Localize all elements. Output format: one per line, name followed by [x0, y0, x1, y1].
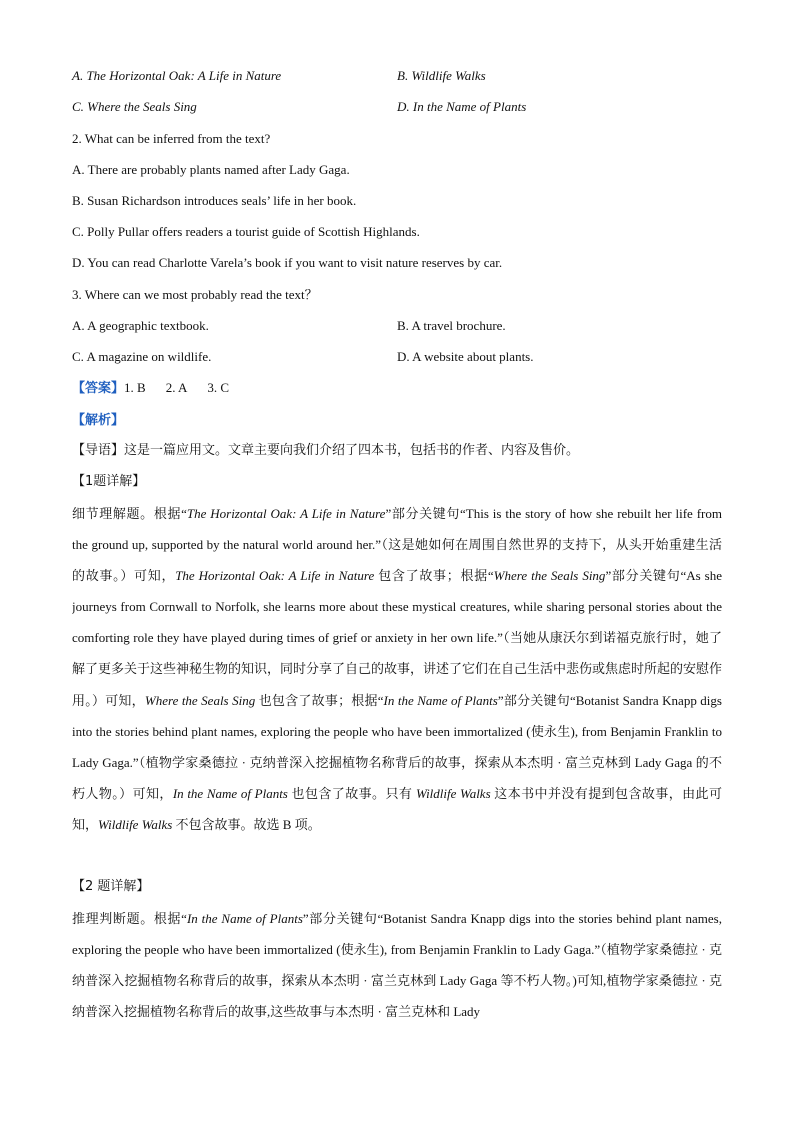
detail1-text-6: ”部分关键句“Botanist Sandra Knapp digs into the stories behind plant names, exploring the people who have been immortalized (使永生), from Benjamin Franklin to Lady Gaga.”（植物学家桑德拉 · 克纳普深入挖掘植物名称背后的故事，探索从本杰明 · 富兰克林到 Lady Gaga 的不朽人物。）可知，	[72, 692, 722, 801]
detail1-title-3: Where the Seals Sing	[493, 568, 606, 584]
detail1-title-2: The Horizontal Oak: A Life in Nature	[175, 568, 375, 584]
detail1-title-4: Where the Seals Sing	[144, 692, 256, 708]
detail1-text-1: 细节理解题。根据“	[72, 506, 187, 521]
q2-option-a: A. There are probably plants named after Lady Gaga.	[72, 162, 350, 177]
answer-1: 1. B	[124, 380, 146, 395]
detail1-title-5: In the Name of Plants	[383, 692, 498, 708]
detail1-text-2: ”部分关键句“This is the story of how she rebuilt her life from the ground up, supported by the natural world around her.”（这是她如何在周围自然世界的支持下，从头开始重建生活的故事。）可知，	[72, 506, 722, 584]
intro-line	[72, 442, 722, 460]
intro-text: 这是一篇应用文。文章主要向我们介绍了四本书，包括书的作者、内容及售价。	[124, 443, 580, 458]
q2-option-c: C. Polly Pullar offers readers a tourist guide of Scottish Highlands.	[72, 224, 420, 239]
detail1-text-3: 包含了故事；根据“	[374, 568, 494, 584]
detail1-text-8: 这本书中并没有提到包含故事，由此可知，	[72, 785, 722, 832]
answer-label: 【答案】	[72, 381, 125, 396]
detail1-text-5: 也包含了故事；根据“	[255, 692, 384, 708]
intro-label: 【导语】	[72, 443, 125, 458]
detail1-title-8: Wildlife Walks	[98, 816, 173, 832]
q2-option-b: B. Susan Richardson introduces seals’ life in her book.	[72, 193, 357, 208]
q1-option-c: C. Where the Seals Sing	[72, 99, 197, 114]
analysis-line	[72, 411, 722, 430]
detail2-title-1: In the Name of Plants	[186, 911, 303, 926]
detail1-text-4: ”部分关键句“As she journeys from Cornwall to Norfolk, she learns more about these mystical creatures, while sharing personal stories about the comforting role they have played during times of grief or anxiety in her own life.”（当她从康沃尔到诺福克旅行时，她了解了更多关于这些神秘生物的知识，同时分享了自己的故事，讲述了它们在自己生活中悲伤或焦虑时所起的安慰作用。）可知，	[72, 568, 722, 708]
q3-option-c: C. A magazine on wildlife.	[72, 349, 212, 364]
detail1-label: 【1题详解】	[72, 474, 146, 489]
q1-option-a: A. The Horizontal Oak: A Life in Nature	[72, 68, 282, 83]
detail1-title-7: Wildlife Walks	[415, 785, 491, 801]
detail2-text-2: ”部分关键句“Botanist Sandra Knapp digs into the stories behind plant names, exploring the people who have been immortalized (使永生), from Benjamin Franklin to Lady Gaga.”（植物学家桑德拉 · 克纳普深入挖掘植物名称背后的故事，探索从本杰明 · 富兰克林到 Lady Gaga 等不朽人物。)可知,植物学家桑德拉 · 克纳普深入挖掘植物名称背后的故事,这些故事与本杰明 · 富兰克林和 Lady	[72, 911, 722, 1020]
detail1-paragraph	[72, 498, 722, 871]
q3-option-a: A. A geographic textbook.	[72, 318, 209, 333]
analysis-label: 【解析】	[72, 413, 125, 428]
detail1-title-1: The Horizontal Oak: A Life in Nature	[186, 506, 386, 521]
q3-option-b: B. A travel brochure.	[397, 318, 506, 333]
detail1-text-9: 不包含故事。故选 B 项。	[172, 816, 321, 832]
detail2-text-1: 推理判断题。根据“	[72, 911, 187, 926]
answer-line	[72, 379, 722, 398]
detail2-label: 【2 题详解】	[72, 879, 150, 894]
detail1-title-6: In the Name of Plants	[172, 785, 288, 801]
answer-2: 2. A	[165, 380, 188, 395]
q2-option-d: D. You can read Charlotte Varela’s book if you want to visit nature reserves by car.	[72, 255, 503, 270]
detail1-text-7: 也包含了故事。只有	[287, 785, 416, 801]
detail2-paragraph	[72, 903, 722, 1027]
q1-option-d: D. In the Name of Plants	[397, 99, 527, 114]
q3-option-d: D. A website about plants.	[397, 349, 534, 364]
q1-option-b: B. Wildlife Walks	[397, 68, 486, 83]
answer-3: 3. C	[207, 380, 230, 395]
q2-stem: 2. What can be inferred from the text?	[72, 131, 271, 146]
q3-stem: 3. Where can we most probably read the text？	[72, 287, 318, 302]
